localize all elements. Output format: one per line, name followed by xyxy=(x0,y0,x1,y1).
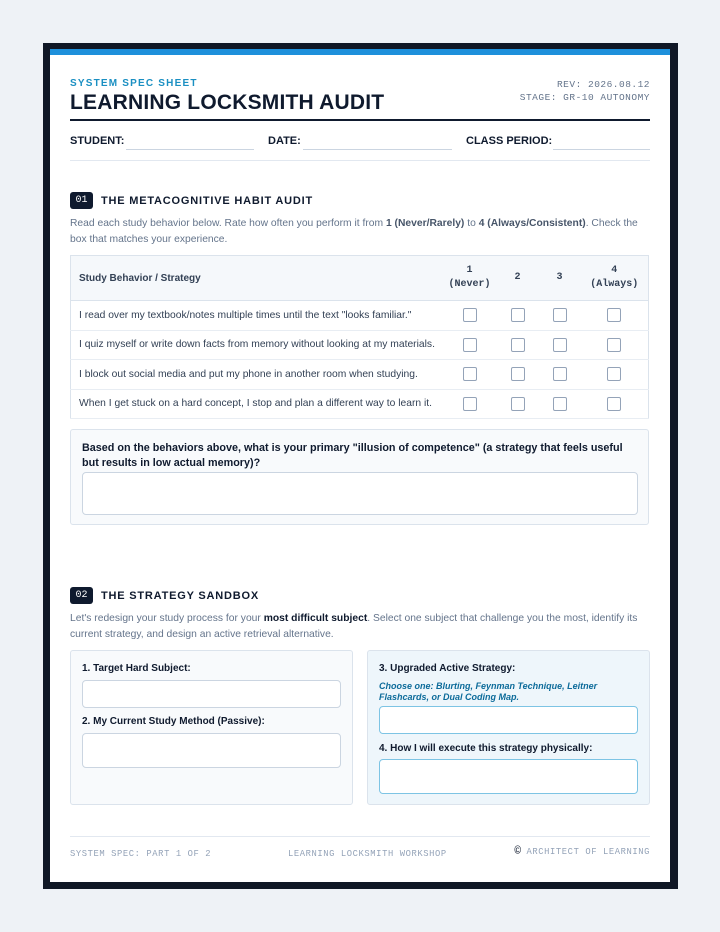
footer-divider xyxy=(70,836,650,837)
footer-workshop-label: LEARNING LOCKSMITH WORKSHOP xyxy=(288,849,447,859)
target-subject-input[interactable] xyxy=(82,680,341,708)
class-period-label: CLASS PERIOD: xyxy=(466,135,553,147)
rating-checkbox-2[interactable] xyxy=(511,397,525,411)
section-intro: Read each study behavior below. Rate how often you perform it from 1 (Never/Rarely) to 4 (Always/Consistent). Check the box that matches your experience. xyxy=(70,218,638,245)
column-header-4: 4 (Always) xyxy=(581,256,649,301)
footer-credit: © ARCHITECT OF LEARNING xyxy=(514,846,650,858)
execution-plan-label: 4. How I will execute this strategy physically: xyxy=(379,743,593,754)
stage-label: STAGE: GR-10 AUTONOMY xyxy=(519,92,650,103)
header-divider xyxy=(70,119,650,121)
table-row xyxy=(71,360,649,390)
table-row xyxy=(71,330,649,360)
rating-checkbox-2[interactable] xyxy=(511,308,525,322)
rating-checkbox-1[interactable] xyxy=(463,338,477,352)
page-title: LEARNING LOCKSMITH AUDIT xyxy=(70,91,385,114)
strategy-hint: Choose one: Blurting, Feynman Technique, Leitner Flashcards, or Dual Coding Map. xyxy=(379,681,598,702)
rating-checkbox-1[interactable] xyxy=(463,397,477,411)
rating-checkbox-3[interactable] xyxy=(553,308,567,322)
rating-checkbox-4[interactable] xyxy=(607,338,621,352)
behavior-text: When I get stuck on a hard concept, I stop and plan a different way to learn it. xyxy=(71,389,443,419)
date-label: DATE: xyxy=(268,135,301,147)
behavior-text: I read over my textbook/notes multiple times until the text "looks familiar." xyxy=(71,301,443,331)
section-title: THE STRATEGY SANDBOX xyxy=(101,590,259,602)
rating-checkbox-4[interactable] xyxy=(607,397,621,411)
rating-checkbox-2[interactable] xyxy=(511,367,525,381)
worksheet xyxy=(50,49,670,882)
table-row xyxy=(71,301,649,331)
rating-checkbox-3[interactable] xyxy=(553,338,567,352)
rating-checkbox-4[interactable] xyxy=(607,308,621,322)
column-header-2: 2 xyxy=(497,256,539,301)
current-method-input[interactable] xyxy=(82,733,341,768)
section-number-badge: 02 xyxy=(70,587,93,604)
accent-bar xyxy=(50,49,670,55)
fields-divider xyxy=(70,160,650,161)
rating-checkbox-4[interactable] xyxy=(607,367,621,381)
rating-checkbox-3[interactable] xyxy=(553,367,567,381)
current-method-label: 2. My Current Study Method (Passive): xyxy=(82,716,265,727)
upgraded-strategy-panel xyxy=(367,650,650,805)
section-intro: Let's redesign your study process for your most difficult subject. Select one subject that challenge you the most, identify its current strategy, and design an active retrieval alternative. xyxy=(70,613,638,640)
doc-eyebrow: SYSTEM SPEC SHEET xyxy=(70,78,198,89)
class-period-field[interactable] xyxy=(553,149,650,150)
rating-checkbox-3[interactable] xyxy=(553,397,567,411)
column-header-behavior: Study Behavior / Strategy xyxy=(71,256,443,301)
execution-plan-input[interactable] xyxy=(379,759,638,794)
reflection-answer-box[interactable] xyxy=(82,472,638,515)
target-subject-label: 1. Target Hard Subject: xyxy=(82,663,191,674)
column-header-1: 1 (Never) xyxy=(443,256,497,301)
copyright-icon: © xyxy=(514,846,522,858)
table-header-row xyxy=(71,256,649,301)
habit-audit-table xyxy=(70,255,649,419)
upgraded-strategy-label: 3. Upgraded Active Strategy: xyxy=(379,663,516,674)
student-field[interactable] xyxy=(126,149,254,150)
student-label: STUDENT: xyxy=(70,135,125,147)
table-row xyxy=(71,389,649,419)
revision-label: REV: 2026.08.12 xyxy=(556,79,650,90)
behavior-text: I block out social media and put my phone in another room when studying. xyxy=(71,360,443,390)
section-title: THE METACOGNITIVE HABIT AUDIT xyxy=(101,195,314,207)
footer-part-label: SYSTEM SPEC: PART 1 OF 2 xyxy=(70,849,212,859)
rating-checkbox-1[interactable] xyxy=(463,367,477,381)
column-header-3: 3 xyxy=(539,256,581,301)
date-field[interactable] xyxy=(303,149,452,150)
reflection-panel xyxy=(70,429,649,525)
behavior-text: I quiz myself or write down facts from memory without looking at my materials. xyxy=(71,330,443,360)
upgraded-strategy-input[interactable] xyxy=(379,706,638,734)
reflection-question: Based on the behaviors above, what is your primary "illusion of competence" (a strategy that feels useful but results in low actual memory)? xyxy=(82,442,623,469)
section-number-badge: 01 xyxy=(70,192,93,209)
rating-checkbox-1[interactable] xyxy=(463,308,477,322)
current-strategy-panel xyxy=(70,650,353,805)
rating-checkbox-2[interactable] xyxy=(511,338,525,352)
